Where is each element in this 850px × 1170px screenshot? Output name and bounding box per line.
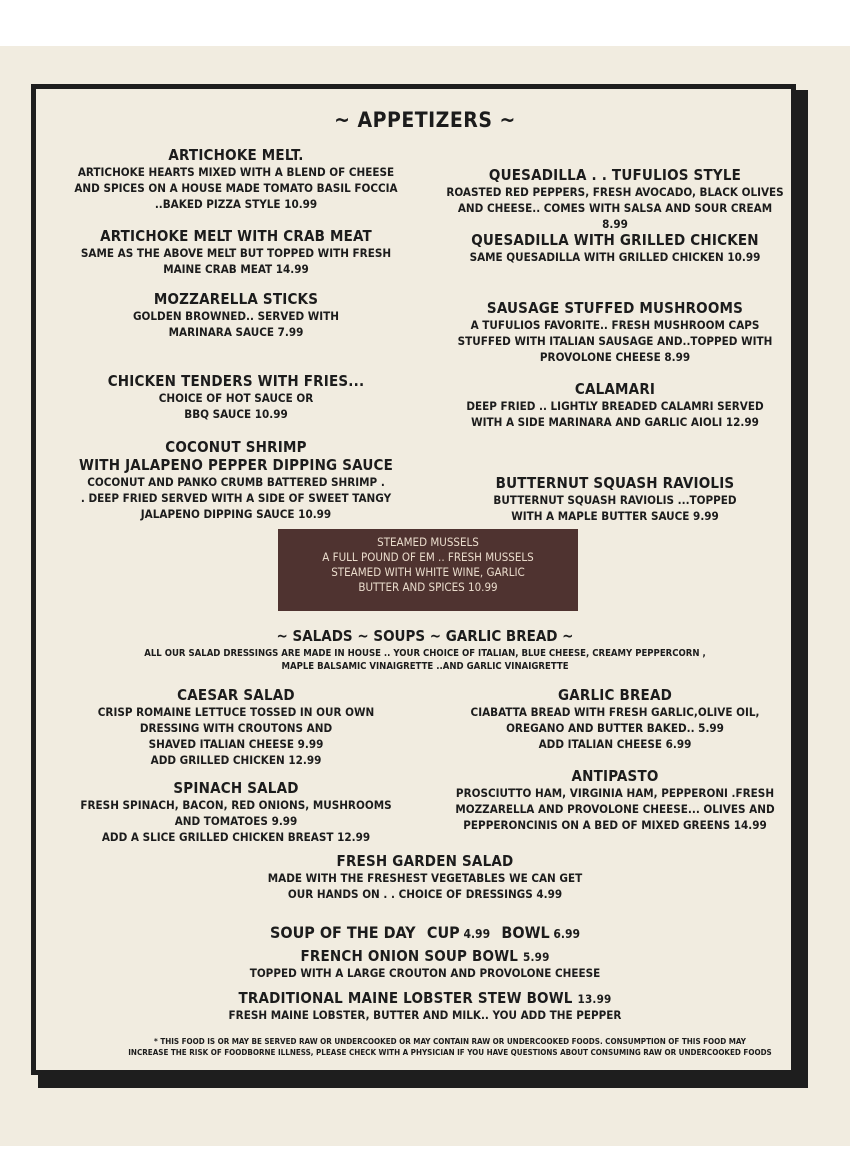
item-desc-line: CIABATTA BREAD WITH FRESH GARLIC,OLIVE OIL, — [470, 705, 760, 719]
item-antipasto — [420, 767, 810, 833]
item-name: MOZZARELLA STICKS — [153, 290, 319, 308]
item-desc-line: ADD A SLICE GRILLED CHICKEN BREAST 12.99 — [101, 830, 371, 844]
item-name: BUTTERNUT SQUASH RAVIOLIS — [495, 474, 735, 492]
item-desc-line: FRESH MAINE LOBSTER, BUTTER AND MILK.. YOU ADD THE PEPPER — [228, 1008, 622, 1022]
item-desc-line: AND CHEESE.. COMES WITH SALSA AND SOUR CREAM — [457, 201, 773, 215]
item-desc-line: ADD ITALIAN CHEESE 6.99 — [538, 737, 692, 751]
item-name-line-2: WITH JALAPENO PEPPER DIPPING SAUCE — [78, 456, 394, 474]
item-desc-line: GOLDEN BROWNED.. SERVED WITH — [132, 309, 340, 323]
mussels-line: STEAMED WITH WHITE WINE, GARLIC — [331, 565, 525, 579]
item-coconut-shrimp — [36, 438, 436, 522]
item-desc-line: WITH A MAPLE BUTTER SAUCE 9.99 — [511, 509, 719, 523]
item-calamari — [420, 380, 810, 430]
item-butternut-ravioli — [420, 474, 810, 524]
appetizers-title: ~ APPETIZERS ~ — [334, 108, 516, 132]
cup-price: 4.99 — [463, 927, 491, 941]
item-name: QUESADILLA . . TUFULIOS STYLE — [488, 166, 742, 184]
item-name: FRESH GARDEN SALAD — [336, 852, 514, 870]
item-garden-salad — [225, 852, 625, 902]
item-desc-line: PROSCIUTTO HAM, VIRGINIA HAM, PEPPERONI .FRESH — [455, 786, 775, 800]
item-desc-line: MARINARA SAUCE 7.99 — [168, 325, 304, 339]
item-quesadilla — [420, 166, 810, 232]
item-name: GARLIC BREAD — [557, 686, 673, 704]
item-caesar-salad — [36, 686, 436, 768]
item-price: 13.99 — [577, 992, 612, 1006]
item-desc-line: PEPPERONCINIS ON A BED OF MIXED GREENS 14.99 — [463, 818, 767, 832]
item-desc-line: CHOICE OF HOT SAUCE OR — [158, 391, 314, 405]
item-quesadilla-chicken — [420, 231, 810, 265]
item-desc-line: BBQ SAUCE 10.99 — [184, 407, 288, 421]
item-desc-line: FRESH SPINACH, BACON, RED ONIONS, MUSHROOMS — [80, 798, 392, 812]
item-desc-line: AND TOMATOES 9.99 — [174, 814, 298, 828]
item-desc-line: COCONUT AND PANKO CRUMB BATTERED SHRIMP . — [87, 475, 385, 489]
item-name: ARTICHOKE MELT WITH CRAB MEAT — [100, 227, 372, 245]
mussels-line: STEAMED MUSSELS — [377, 535, 479, 549]
item-name: TRADITIONAL MAINE LOBSTER STEW BOWL — [238, 989, 573, 1007]
item-name: ANTIPASTO — [571, 767, 659, 785]
item-desc-line: BUTTERNUT SQUASH RAVIOLIS ...TOPPED — [493, 493, 737, 507]
item-artichoke-crab — [36, 227, 436, 277]
item-desc-line: OREGANO AND BUTTER BAKED.. 5.99 — [506, 721, 724, 735]
soup-label: SOUP OF THE DAY — [269, 923, 416, 942]
disclaimer-line: INCREASE THE RISK OF FOODBORNE ILLNESS, PLEASE CHECK WITH A PHYSICIAN IF YOU HAVE QUESTIONS ABOUT CONSUMING RAW OR UNDERCOOKED FOODS — [128, 1048, 772, 1057]
item-desc-line: SAME AS THE ABOVE MELT BUT TOPPED WITH FRESH — [80, 246, 392, 260]
salads-section-title: ~ SALADS ~ SOUPS ~ GARLIC BREAD ~ — [276, 627, 574, 645]
item-desc-line: 8.99 — [602, 217, 628, 231]
dressings-note-line: MAPLE BALSAMIC VINAIGRETTE ..AND GARLIC VINAIGRETTE — [281, 661, 569, 672]
item-desc-line: ..BAKED PIZZA STYLE 10.99 — [154, 197, 318, 211]
item-mozzarella-sticks — [36, 290, 436, 340]
item-desc-line: DEEP FRIED .. LIGHTLY BREADED CALAMRI SERVED — [466, 399, 764, 413]
item-desc-line: CRISP ROMAINE LETTUCE TOSSED IN OUR OWN — [97, 705, 375, 719]
item-name: SPINACH SALAD — [173, 779, 299, 797]
item-desc-line: SHAVED ITALIAN CHEESE 9.99 — [148, 737, 324, 751]
item-desc-line: . DEEP FRIED SERVED WITH A SIDE OF SWEET TANGY — [80, 491, 392, 505]
item-desc-line: WITH A SIDE MARINARA AND GARLIC AIOLI 12.99 — [471, 415, 759, 429]
item-name-row — [175, 989, 675, 1007]
item-name: CAESAR SALAD — [177, 686, 295, 704]
soup-of-the-day — [200, 923, 650, 944]
item-desc-line: ROASTED RED PEPPERS, FRESH AVOCADO, BLACK OLIVES — [446, 185, 784, 199]
item-desc-line: A TUFULIOS FAVORITE.. FRESH MUSHROOM CAPS — [470, 318, 760, 332]
item-desc-line: AND SPICES ON A HOUSE MADE TOMATO BASIL FOCCIA — [74, 181, 398, 195]
item-name: CALAMARI — [574, 380, 656, 398]
food-disclaimer — [60, 1036, 840, 1058]
item-desc-line: ARTICHOKE HEARTS MIXED WITH A BLEND OF CHEESE — [77, 165, 395, 179]
item-name: COCONUT SHRIMP — [165, 438, 307, 456]
item-name: CHICKEN TENDERS WITH FRIES... — [107, 372, 365, 390]
item-stuffed-mushrooms — [420, 299, 810, 365]
dressings-note-line: ALL OUR SALAD DRESSINGS ARE MADE IN HOUSE .. YOUR CHOICE OF ITALIAN, BLUE CHEESE, CREAMY PEPPERCORN , — [144, 648, 706, 659]
mussels-line: BUTTER AND SPICES 10.99 — [358, 580, 498, 594]
item-desc-line: PROVOLONE CHEESE 8.99 — [539, 350, 691, 364]
item-lobster-stew — [175, 989, 675, 1023]
item-name: QUESADILLA WITH GRILLED CHICKEN — [471, 231, 759, 249]
steamed-mussels-box — [278, 529, 578, 611]
item-garlic-bread — [420, 686, 810, 752]
item-french-onion — [175, 947, 675, 981]
item-desc-line: MAINE CRAB MEAT 14.99 — [163, 262, 309, 276]
item-desc-line: TOPPED WITH A LARGE CROUTON AND PROVOLONE CHEESE — [249, 966, 601, 980]
item-desc-line: DRESSING WITH CROUTONS AND — [139, 721, 333, 735]
item-desc-line: SAME QUESADILLA WITH GRILLED CHICKEN 10.99 — [469, 250, 761, 264]
mussels-line: A FULL POUND OF EM .. FRESH MUSSELS — [322, 550, 534, 564]
item-name: FRENCH ONION SOUP BOWL — [300, 947, 519, 965]
item-spinach-salad — [36, 779, 436, 845]
item-desc-line: MOZZARELLA AND PROVOLONE CHEESE... OLIVES AND — [455, 802, 775, 816]
dressings-note — [60, 647, 790, 673]
item-desc-line: MADE WITH THE FRESHEST VEGETABLES WE CAN GET — [267, 871, 583, 885]
item-artichoke-melt — [36, 146, 436, 212]
item-desc-line: STUFFED WITH ITALIAN SAUSAGE AND..TOPPED WITH — [457, 334, 773, 348]
disclaimer-line: * THIS FOOD IS OR MAY BE SERVED RAW OR UNDERCOOKED OR MAY CONTAIN RAW OR UNDERCOOKED FOODS. CONSUMPTION OF THIS FOOD MAY — [154, 1037, 746, 1046]
item-desc-line: OUR HANDS ON . . CHOICE OF DRESSINGS 4.99 — [287, 887, 563, 901]
cup-label: CUP — [426, 923, 460, 942]
item-chicken-tenders — [36, 372, 436, 422]
item-name: ARTICHOKE MELT. — [168, 146, 304, 164]
item-desc-line: JALAPENO DIPPING SAUCE 10.99 — [140, 507, 332, 521]
bowl-label: BOWL — [501, 923, 550, 942]
item-price: 5.99 — [523, 950, 550, 964]
item-name: SAUSAGE STUFFED MUSHROOMS — [486, 299, 744, 317]
item-name-row — [175, 947, 675, 965]
item-desc-line: ADD GRILLED CHICKEN 12.99 — [150, 753, 322, 767]
bowl-price: 6.99 — [553, 927, 581, 941]
